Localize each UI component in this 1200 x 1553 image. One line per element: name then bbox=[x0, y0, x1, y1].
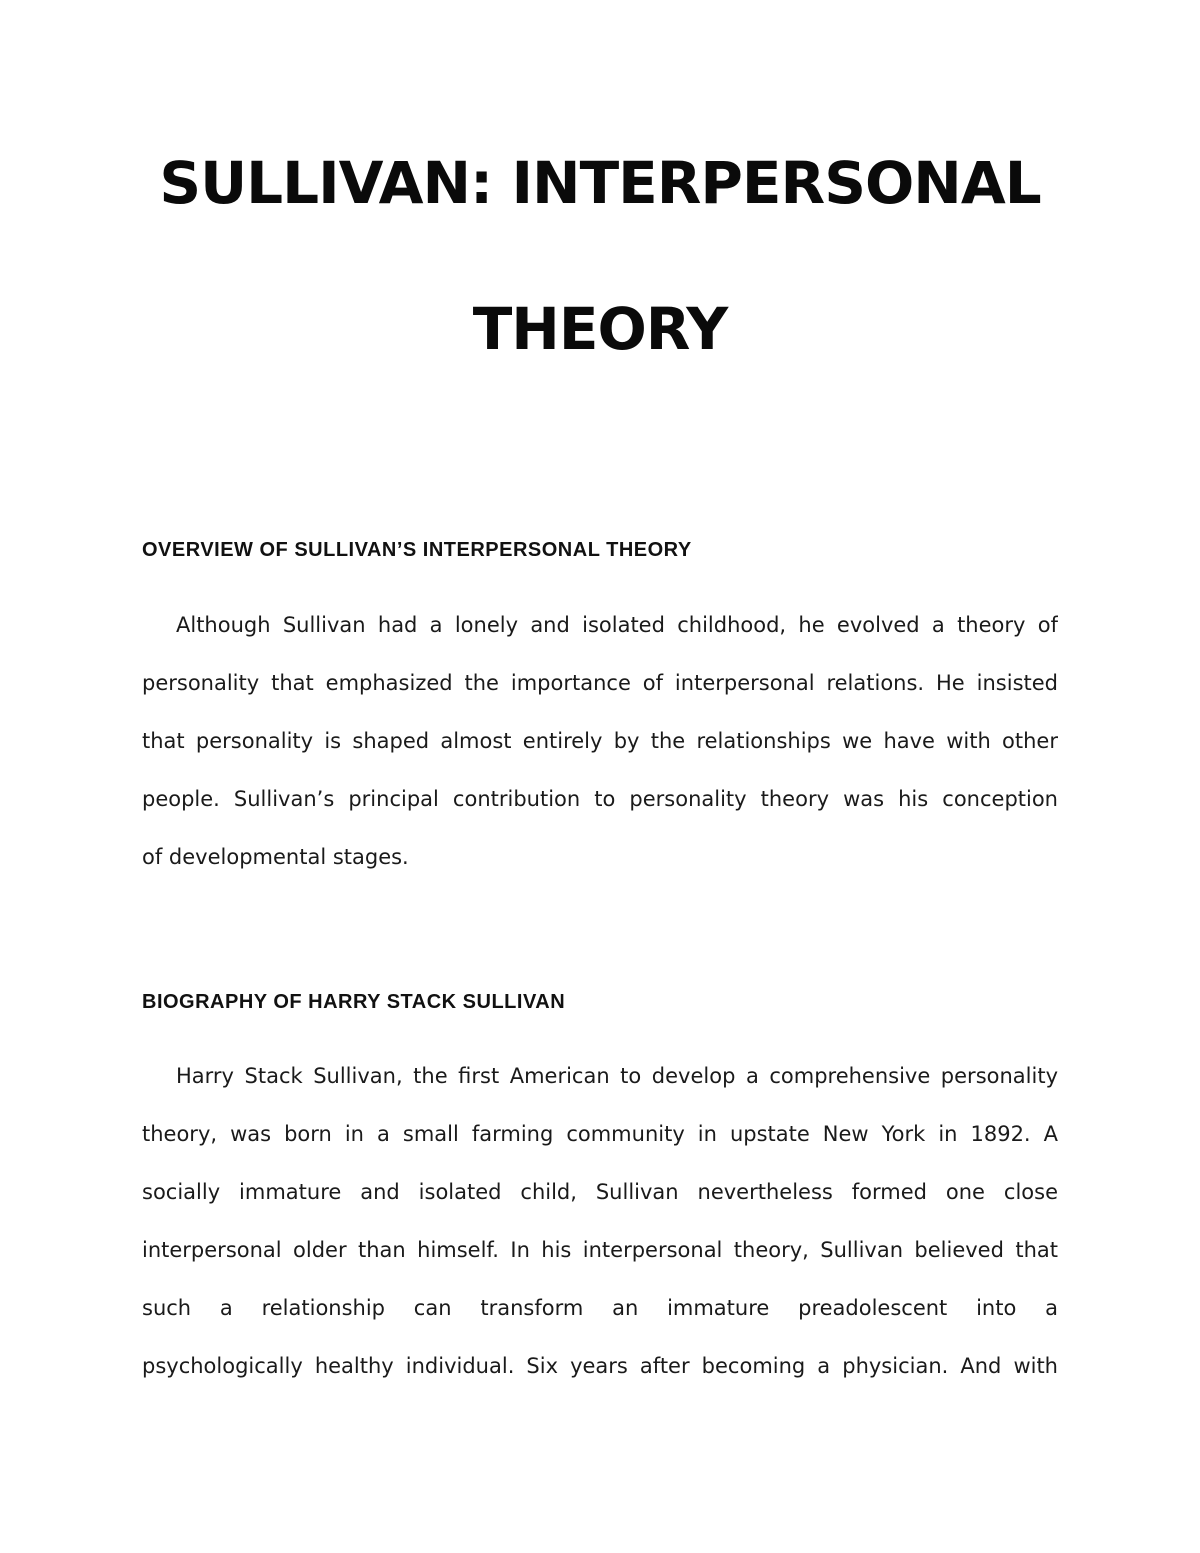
paragraph-line: theory, was born in a small farming community in upstate New York in 1892. A bbox=[142, 1122, 1058, 1146]
section-paragraph-overview bbox=[142, 596, 1058, 886]
paragraph-line: of developmental stages. bbox=[142, 845, 409, 869]
paragraph-line: Harry Stack Sullivan, the first American to develop a comprehensive personality bbox=[176, 1064, 1058, 1088]
paragraph-line: socially immature and isolated child, Sullivan nevertheless formed one close bbox=[142, 1180, 1058, 1204]
document-title-line-1: SULLIVAN: INTERPERSONAL bbox=[159, 149, 1041, 217]
paragraph-line: psychologically healthy individual. Six years after becoming a physician. And with bbox=[142, 1354, 1058, 1378]
section-heading-biography: BIOGRAPHY OF HARRY STACK SULLIVAN bbox=[142, 991, 566, 1013]
paragraph-line: Although Sullivan had a lonely and isolated childhood, he evolved a theory of bbox=[176, 613, 1058, 637]
paragraph-line: people. Sullivan’s principal contribution to personality theory was his conception bbox=[142, 787, 1058, 811]
paragraph-line: personality that emphasized the importance of interpersonal relations. He insisted bbox=[142, 671, 1058, 695]
paragraph-line: that personality is shaped almost entirely by the relationships we have with other bbox=[142, 729, 1058, 753]
section-paragraph-biography bbox=[142, 1047, 1058, 1395]
paragraph-line: interpersonal older than himself. In his interpersonal theory, Sullivan believed that bbox=[142, 1238, 1058, 1262]
document-title-line-2: THEORY bbox=[472, 295, 728, 363]
paragraph-line: such a relationship can transform an immature preadolescent into a bbox=[142, 1296, 1058, 1320]
section-heading-overview: OVERVIEW OF SULLIVAN’S INTERPERSONAL THEORY bbox=[142, 539, 692, 561]
